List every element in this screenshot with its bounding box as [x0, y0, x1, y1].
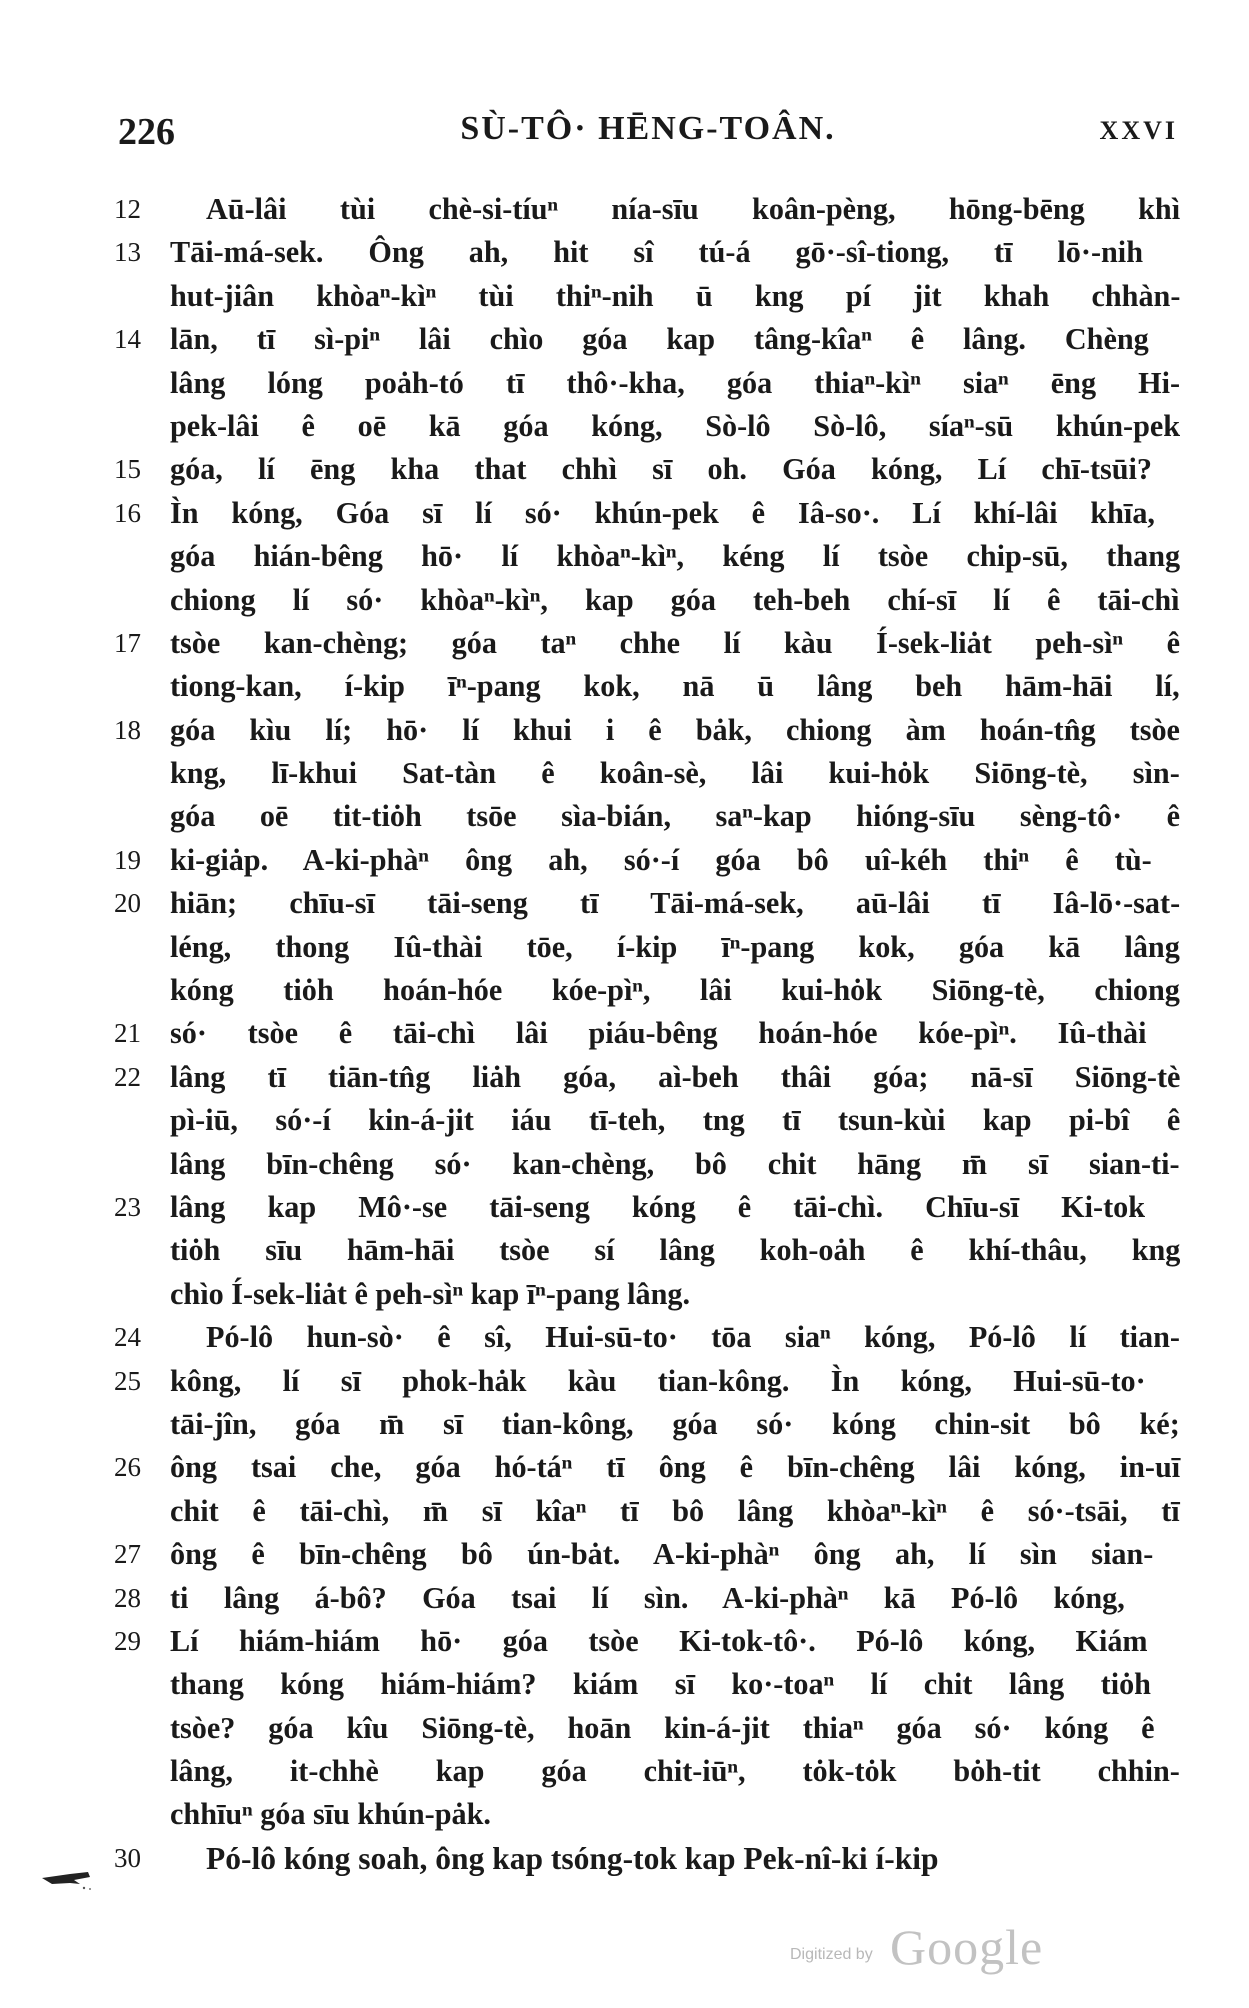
- text-line: [110, 795, 1180, 838]
- line-text: lâng, it-chhè kap góa chit-iūⁿ, tȯk-tȯk bȯh-tit chhin-: [170, 1754, 1180, 1789]
- text-line: [110, 1837, 1180, 1880]
- text-line: [110, 188, 1180, 231]
- verse-number: 28: [114, 1582, 141, 1613]
- line-text: Pó-lô hun-sò· ê sî, Hui-sū-to· tōa siaⁿ kóng, Pó-lô lí tian-: [206, 1320, 1180, 1355]
- verse-number: 16: [114, 497, 141, 528]
- line-text: góa kìu lí; hō· lí khui i ê bȧk, chiong àm hoán-tn̂g tsòe: [170, 712, 1180, 747]
- verse-number: 22: [114, 1061, 141, 1092]
- line-text: Tāi-má-sek. Ông ah, hit sî tú-á gō·-sî-tiong, tī lō·-nih: [170, 235, 1143, 270]
- line-text: pek-lâi ê oē kā góa kóng, Sò-lô Sò-lô, síaⁿ-sū khún-pek: [170, 408, 1181, 443]
- text-line: [110, 579, 1180, 622]
- verse-number: 23: [114, 1191, 141, 1222]
- line-text: góa oē tit-tiȯh tsōe sìa-bián, saⁿ-kap hióng-sīu sèng-tô· ê: [170, 799, 1181, 834]
- line-text: tsòe? góa kîu Siōng-tè, hoān kin-á-jit thiaⁿ góa só· kóng ê: [170, 1710, 1155, 1745]
- page-header: [118, 110, 1178, 162]
- text-line: [110, 231, 1180, 274]
- text-line: [110, 1446, 1180, 1489]
- line-text: chhīuⁿ góa sīu khún-pȧk.: [170, 1797, 491, 1832]
- page-body: [110, 188, 1180, 1880]
- line-text: hiān; chīu-sī tāi-seng tī Tāi-má-sek, aū-lâi tī Iâ-lō·-sat-: [170, 886, 1181, 921]
- line-text: ông ê bīn-chêng bô ún-bȧt. A-ki-phàⁿ ông ah, lí sìn sian-: [170, 1537, 1154, 1572]
- text-line: [110, 969, 1180, 1012]
- page-number: 226: [118, 111, 175, 153]
- verse-number: 24: [114, 1322, 141, 1353]
- digitized-by-label: Digitized by: [790, 1946, 873, 1963]
- text-line: [110, 1577, 1180, 1620]
- line-text: chiong lí só· khòaⁿ-kìⁿ, kap góa teh-beh chí-sī lí ê tāi-chì: [170, 582, 1180, 617]
- chapter-number: XXVI: [1099, 116, 1178, 145]
- verse-number: 29: [114, 1625, 141, 1656]
- text-line: [110, 1360, 1180, 1403]
- line-text: tiȯh sīu hām-hāi tsòe sí lâng koh-oȧh ê khí-thâu, kng: [170, 1233, 1181, 1268]
- text-line: [110, 318, 1180, 361]
- verse-number: 30: [114, 1842, 141, 1873]
- verse-number: 15: [114, 454, 141, 485]
- line-text: ki-giȧp. A-ki-phàⁿ ông ah, só·-í góa bô uî-kéh thiⁿ ê tù-: [170, 842, 1152, 877]
- text-line: [110, 492, 1180, 535]
- text-line: [110, 1056, 1180, 1099]
- verse-number: 19: [114, 844, 141, 875]
- text-line: [110, 1143, 1180, 1186]
- text-line: [110, 622, 1180, 665]
- line-text: Pó-lô kóng soah, ông kap tsóng-tok kap Pek-nî-ki í-kip: [206, 1840, 939, 1876]
- verse-number: 20: [114, 888, 141, 919]
- line-text: Aū-lâi tùi chè-si-tíuⁿ nía-sīu koân-pèng, hōng-bēng khì: [206, 192, 1181, 226]
- text-line: [110, 1012, 1180, 1055]
- line-text: góa hián-bêng hō· lí khòaⁿ-kìⁿ, kéng lí tsòe chip-sū, thang: [170, 539, 1181, 574]
- line-text: lâng kap Mô·-se tāi-seng kóng ê tāi-chì. Chīu-sī Ki-tok: [170, 1189, 1146, 1224]
- text-line: [110, 752, 1180, 795]
- text-line: [110, 1403, 1180, 1446]
- line-text: hut-jiân khòaⁿ-kìⁿ tùi thiⁿ-nih ū kng pí jit khah chhàn-: [170, 278, 1181, 313]
- line-text: só· tsòe ê tāi-chì lâi piáu-bêng hoán-hóe kóe-pìⁿ. Iû-thài: [170, 1016, 1147, 1051]
- text-line: [110, 1620, 1180, 1663]
- text-line: [110, 926, 1180, 969]
- verse-number: 25: [114, 1365, 141, 1396]
- verse-number: 13: [114, 237, 141, 268]
- text-line: [110, 535, 1180, 578]
- text-line: [110, 839, 1180, 882]
- text-line: [110, 275, 1180, 318]
- pointing-hand-mark: [40, 1868, 92, 1890]
- line-text: Ìn kóng, Góa sī lí só· khún-pek ê Iâ-so·. Lí khí-lâi khīa,: [170, 495, 1155, 530]
- line-text: kng, lī-khui Sat-tàn ê koân-sè, lâi kui-hȯk Siōng-tè, sìn-: [170, 756, 1180, 791]
- text-line: [110, 1186, 1180, 1229]
- digitization-watermark: [790, 1918, 1150, 1982]
- verse-number: 26: [114, 1452, 141, 1483]
- verse-number: 27: [114, 1539, 141, 1570]
- text-line: [110, 665, 1180, 708]
- text-line: [110, 405, 1180, 448]
- text-line: [110, 1316, 1180, 1359]
- text-line: [110, 1229, 1180, 1272]
- line-text: tāi-jîn, góa m̄ sī tian-kông, góa só· kóng chin-sit bô ké;: [170, 1406, 1180, 1441]
- line-text: lâng bīn-chêng só· kan-chèng, bô chit hāng m̄ sī sian-ti-: [170, 1146, 1180, 1181]
- text-line: [110, 882, 1180, 925]
- line-text: ti lâng á-bô? Góa tsai lí sìn. A-ki-phàⁿ kā Pó-lô kóng,: [170, 1580, 1125, 1615]
- line-text: Lí hiám-hiám hō· góa tsòe Ki-tok-tô·. Pó-lô kóng, Kiám: [170, 1623, 1148, 1658]
- running-title: SÙ-TÔ· HĒNG-TOÂN.: [460, 110, 836, 147]
- verse-number: 12: [114, 194, 141, 224]
- text-line: [110, 1490, 1180, 1533]
- text-line: [110, 1750, 1180, 1793]
- line-text: tiong-kan, í-kip īⁿ-pang kok, nā ū lâng beh hām-hāi lí,: [170, 669, 1180, 704]
- text-line: [110, 448, 1180, 491]
- text-line: [110, 1793, 1180, 1836]
- verse-number: 14: [114, 324, 141, 355]
- verse-number: 21: [114, 1018, 141, 1049]
- line-text: góa, lí ēng kha that chhì sī oh. Góa kóng, Lí chī-tsūi?: [170, 452, 1153, 487]
- line-text: léng, thong Iû-thài tōe, í-kip īⁿ-pang kok, góa kā lâng: [170, 929, 1180, 964]
- text-line: [110, 1099, 1180, 1142]
- text-line: [110, 362, 1180, 405]
- text-line: [110, 1707, 1180, 1750]
- line-text: thang kóng hiám-hiám? kiám sī ko·-toaⁿ lí chit lâng tiȯh: [170, 1667, 1151, 1702]
- line-text: ông tsai che, góa hó-táⁿ tī ông ê bīn-chêng lâi kóng, in-uī: [170, 1450, 1181, 1485]
- line-text: lâng lóng poȧh-tó tī thô·-kha, góa thiaⁿ-kìⁿ siaⁿ ēng Hi-: [170, 365, 1181, 400]
- line-text: pì-iū, só·-í kin-á-jit iáu tī-teh, tng tī tsun-kùi kap pi-bî ê: [170, 1103, 1181, 1138]
- text-line: [110, 709, 1180, 752]
- verse-number: 17: [114, 627, 141, 658]
- text-line: [110, 1663, 1180, 1706]
- text-line: [110, 1273, 1180, 1316]
- line-text: kông, lí sī phok-hȧk kàu tian-kông. Ìn kóng, Hui-sū-to·: [170, 1363, 1146, 1398]
- line-text: tsòe kan-chèng; góa taⁿ chhe lí kàu Í-sek-liȧt peh-sìⁿ ê: [170, 625, 1180, 660]
- line-text: kóng tiȯh hoán-hóe kóe-pìⁿ, lâi kui-hȯk Siōng-tè, chiong: [170, 973, 1180, 1008]
- google-logo: Google: [890, 1919, 1044, 1975]
- line-text: chit ê tāi-chì, m̄ sī kîaⁿ tī bô lâng khòaⁿ-kìⁿ ê só·-tsāi, tī: [170, 1493, 1180, 1528]
- line-text: lâng tī tiān-tn̂g liȧh góa, aì-beh thâi góa; nā-sī Siōng-tè: [170, 1059, 1181, 1094]
- verse-number: 18: [114, 714, 141, 745]
- text-line: [110, 1533, 1180, 1576]
- line-text: lān, tī sì-piⁿ lâi chìo góa kap tâng-kîaⁿ ê lâng. Chèng: [170, 322, 1149, 357]
- line-text: chìo Í-sek-liȧt ê peh-sìⁿ kap īⁿ-pang lâng.: [170, 1276, 690, 1311]
